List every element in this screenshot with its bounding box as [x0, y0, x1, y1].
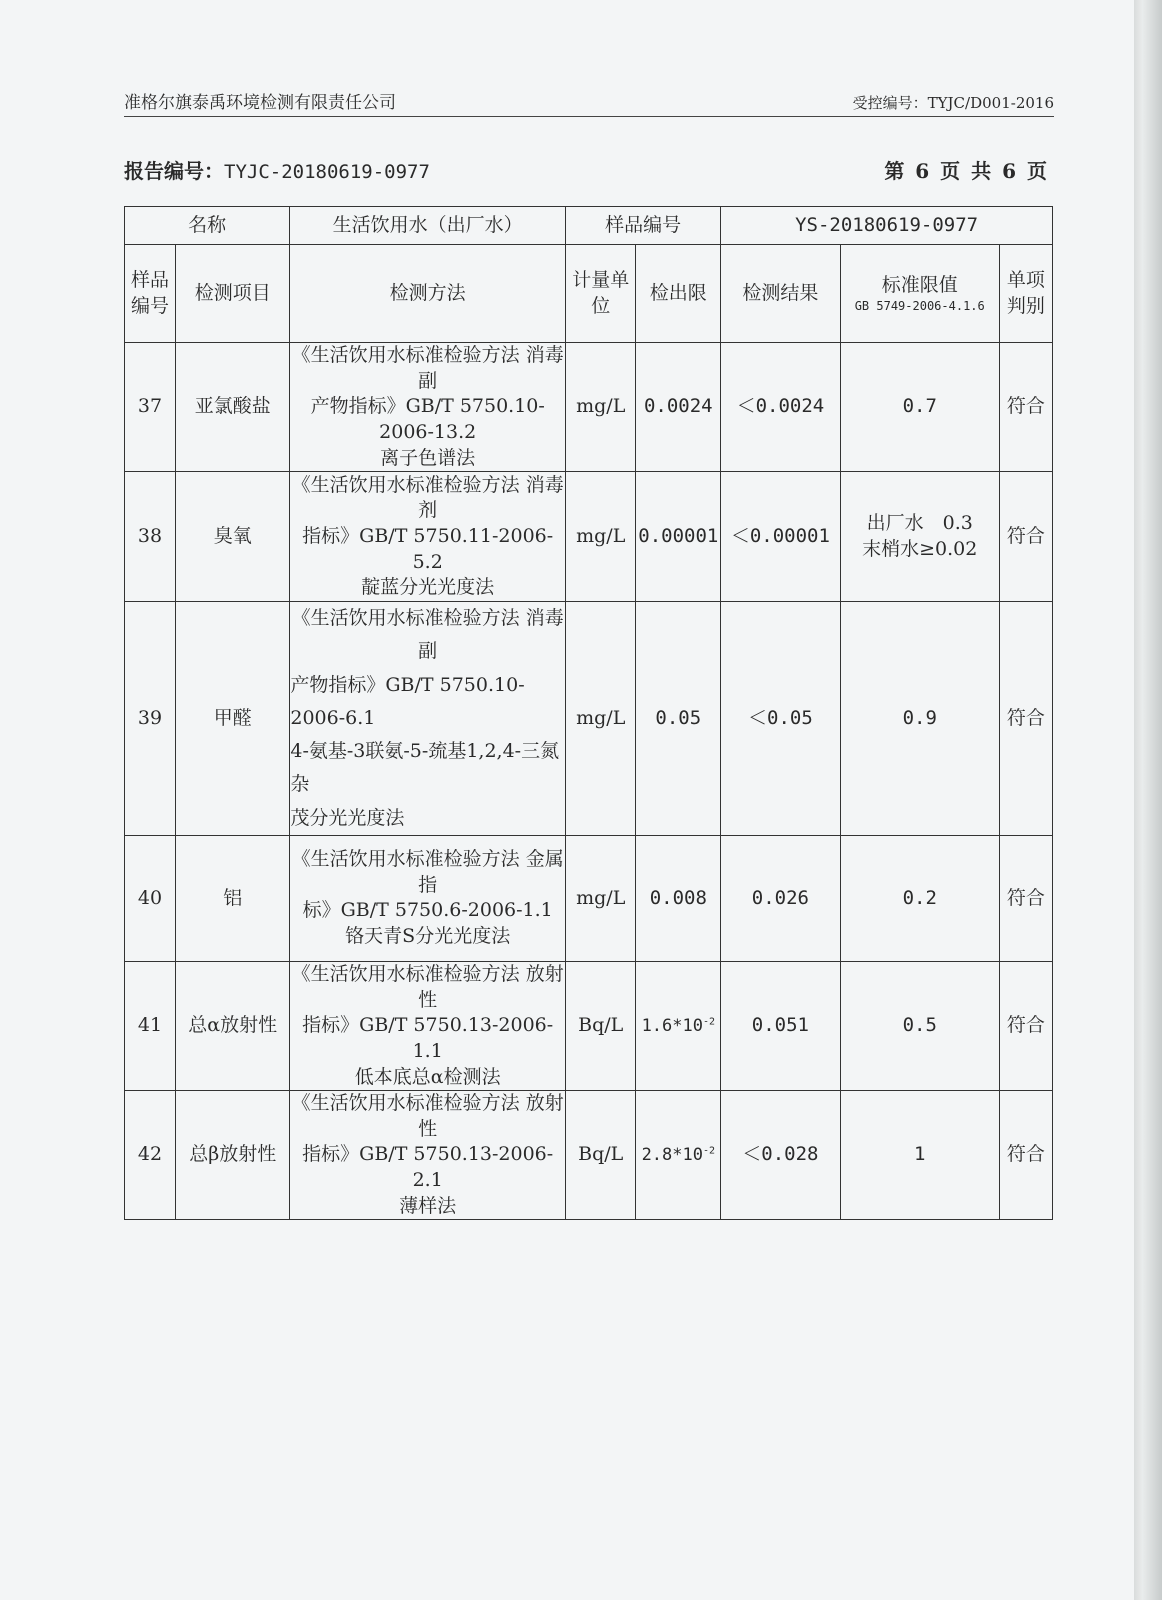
table-top-row [125, 207, 1053, 245]
cell-standard [840, 961, 999, 1090]
standard-line: 0.9 [902, 706, 937, 729]
page-indicator: 第 6 页 共 6 页 [884, 159, 1049, 183]
name-value: 生活饮用水（出厂水） [290, 207, 566, 245]
method-line: 标》GB/T 5750.6-2006-1.1 [302, 899, 553, 922]
standard-line: 出厂水 0.3 [866, 512, 973, 535]
header-judge: 单项判别 [999, 245, 1052, 343]
cell-item: 甲醛 [176, 602, 290, 836]
method-line: 4-氨基-3联氨-5-巯基1,2,4-三氮杂 [290, 740, 560, 796]
cell-result: ＜0.05 [721, 602, 840, 836]
sample-label: 样品编号 [566, 207, 721, 245]
table-row [125, 1091, 1053, 1220]
header-unit: 计量单位 [566, 245, 636, 343]
report-number-label: 报告编号： [124, 159, 224, 183]
cell-result: ＜0.0024 [721, 343, 840, 472]
cell-method [290, 835, 566, 961]
cell-judge: 符合 [999, 1091, 1052, 1220]
standard-line: 0.2 [902, 886, 937, 909]
header-item: 检测项目 [176, 245, 290, 343]
header-limit: 检出限 [636, 245, 721, 343]
table-row [125, 961, 1053, 1090]
header-standard-ref: GB 5749-2006-4.1.6 [854, 299, 985, 314]
header-method: 检测方法 [290, 245, 566, 343]
limit-base: 2.8*10 [641, 1144, 703, 1165]
method-line: 产物指标》GB/T 5750.10-2006-13.2 [310, 395, 545, 443]
cell-limit [636, 961, 721, 1090]
method-line: 《生活饮用水标准检验方法 放射性 [291, 1092, 564, 1140]
header-sample-no: 样品编号 [125, 245, 176, 343]
cell-result: ＜0.028 [721, 1091, 840, 1220]
cell-unit: Bq/L [566, 1091, 636, 1220]
cell-no: 40 [125, 835, 176, 961]
limit-exponent: -2 [702, 1145, 716, 1157]
cell-limit: 0.00001 [636, 472, 721, 602]
limit-exponent: -2 [702, 1015, 716, 1027]
table-row [125, 472, 1053, 602]
standard-line: 1 [914, 1143, 926, 1166]
method-line: 《生活饮用水标准检验方法 消毒副 [291, 344, 564, 392]
cell-unit: mg/L [566, 835, 636, 961]
header-standard [840, 245, 999, 343]
method-line: 指标》GB/T 5750.13-2006-2.1 [302, 1143, 554, 1192]
table-header-row [125, 245, 1053, 343]
table-row [125, 835, 1053, 961]
report-line [124, 155, 1049, 185]
method-line: 低本底总α检测法 [354, 1065, 501, 1088]
method-line: 薄样法 [399, 1194, 457, 1217]
cell-standard [840, 1091, 999, 1220]
cell-method [290, 961, 566, 1090]
cell-result: ＜0.00001 [721, 472, 840, 602]
header-result: 检测结果 [721, 245, 840, 343]
name-label: 名称 [125, 207, 290, 245]
method-line: 茂分光光度法 [290, 806, 405, 829]
method-line: 离子色谱法 [380, 446, 476, 469]
cell-unit: Bq/L [566, 961, 636, 1090]
standard-line: 0.7 [902, 395, 937, 418]
cell-no: 39 [125, 602, 176, 836]
cell-standard [840, 343, 999, 472]
cell-judge: 符合 [999, 472, 1052, 602]
control-number: 受控编号：TYJC/D001-2016 [852, 94, 1054, 112]
report-number-value: TYJC-20180619-0977 [224, 161, 430, 183]
cell-no: 38 [125, 472, 176, 602]
cell-result: 0.026 [721, 835, 840, 961]
method-line: 《生活饮用水标准检验方法 放射性 [291, 962, 564, 1011]
method-line: 铬天青S分光光度法 [345, 925, 511, 948]
method-line: 《生活饮用水标准检验方法 金属指 [291, 848, 564, 896]
cell-no: 42 [125, 1091, 176, 1220]
cell-limit: 0.0024 [636, 343, 721, 472]
cell-unit: mg/L [566, 343, 636, 472]
cell-judge: 符合 [999, 602, 1052, 836]
page-header [124, 90, 1054, 117]
table-row [125, 602, 1053, 836]
scan-right-edge [1134, 0, 1162, 1600]
cell-limit: 0.008 [636, 835, 721, 961]
cell-limit: 0.05 [636, 602, 721, 836]
method-line: 《生活饮用水标准检验方法 消毒副 [291, 607, 564, 663]
method-line: 靛蓝分光光度法 [361, 576, 495, 599]
cell-item: 铝 [176, 835, 290, 961]
cell-item: 臭氧 [176, 472, 290, 602]
method-line: 《生活饮用水标准检验方法 消毒剂 [291, 473, 564, 522]
standard-line: 0.5 [902, 1014, 937, 1037]
cell-standard [840, 835, 999, 961]
cell-standard [840, 602, 999, 836]
header-standard-label: 标准限值 [881, 273, 958, 296]
cell-standard [840, 472, 999, 602]
table-row [125, 343, 1053, 472]
cell-item: 总β放射性 [176, 1091, 290, 1220]
cell-result: 0.051 [721, 961, 840, 1090]
cell-method [290, 472, 566, 602]
cell-item: 亚氯酸盐 [176, 343, 290, 472]
method-line: 指标》GB/T 5750.11-2006-5.2 [302, 524, 554, 573]
cell-item: 总α放射性 [176, 961, 290, 1090]
cell-no: 41 [125, 961, 176, 1090]
cell-method [290, 1091, 566, 1220]
method-line: 指标》GB/T 5750.13-2006-1.1 [302, 1014, 554, 1062]
limit-base: 1.6*10 [641, 1015, 703, 1036]
cell-unit: mg/L [566, 472, 636, 602]
results-table [124, 206, 1053, 1220]
cell-method [290, 343, 566, 472]
standard-line: 末梢水≥0.02 [862, 537, 978, 560]
method-line: 产物指标》GB/T 5750.10-2006-6.1 [290, 673, 525, 729]
cell-judge: 符合 [999, 343, 1052, 472]
cell-unit: mg/L [566, 602, 636, 836]
company-name: 准格尔旗泰禹环境检测有限责任公司 [124, 93, 396, 113]
cell-method [290, 602, 566, 836]
cell-limit [636, 1091, 721, 1220]
report-number [124, 155, 430, 184]
cell-judge: 符合 [999, 835, 1052, 961]
cell-judge: 符合 [999, 961, 1052, 1090]
sample-value: YS-20180619-0977 [721, 207, 1053, 245]
cell-no: 37 [125, 343, 176, 472]
